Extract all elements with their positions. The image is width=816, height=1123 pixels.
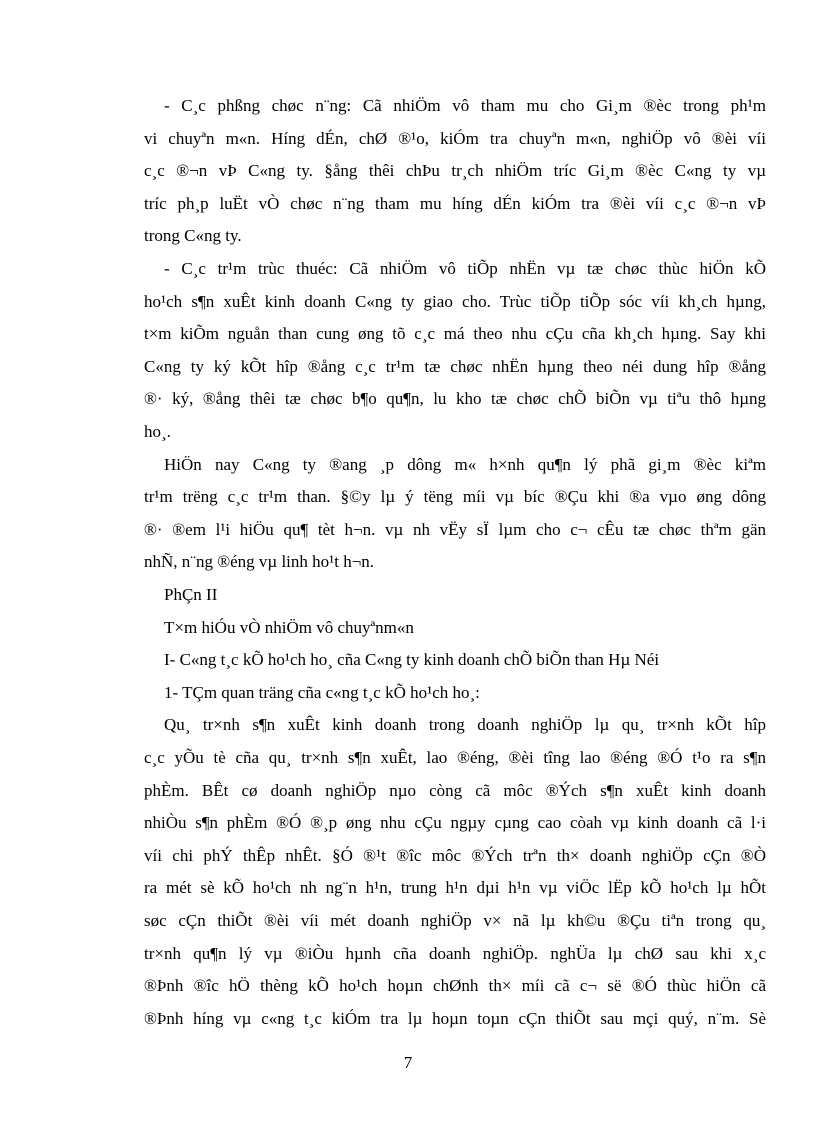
text-line: I- C«ng t¸c kÕ ho¹ch ho¸ cña C«ng ty kinh doanh chÕ biÕn than Hµ Néi (164, 650, 660, 669)
text-line: t×m kiÕm nguån than cung øng tõ c¸c má theo nhu cÇu cña kh¸ch hµng. Say khi (144, 324, 766, 343)
text-line: tríc ph¸p luËt vÒ chøc n¨ng tham mu híng dÉn kiÓm tra ®èi víi c¸c ®¬n vÞ (144, 194, 766, 213)
text-line: tr¹m trëng c¸c tr¹m than. §©y lµ ý tëng míi vµ bíc ®Çu khi ®a vµo øng dông (144, 487, 766, 506)
text-line: c¸c ®¬n vÞ C«ng ty. §ång thêi chÞu tr¸ch nhiÖm tríc Gi¸m ®èc C«ng ty vµ (144, 161, 766, 180)
text-line: c¸c yÕu tè cña qu¸ tr×nh s¶n xuÊt, lao ®éng, ®èi tîng lao ®éng ®Ó t¹o ra s¶n (144, 748, 766, 767)
text-line: Qu¸ tr×nh s¶n xuÊt kinh doanh trong doanh nghiÖp lµ qu¸ tr×nh kÕt hîp (164, 715, 766, 734)
text-line: phÈm. BÊt cø doanh nghiÖp nµo còng cã môc ®Ých s¶n xuÊt kinh doanh (144, 781, 766, 800)
text-line: trong C«ng ty. (144, 226, 242, 245)
text-line: ®· ký, ®ång thêi tæ chøc b¶o qu¶n, lu kho tæ chøc chÕ biÕn vµ tiªu thô hµng (144, 389, 766, 408)
text-line: C«ng ty ký kÕt hîp ®ång c¸c tr¹m tæ chøc nhËn hµng theo néi dung hîp ®ång (144, 357, 766, 376)
text-line: ho¹ch s¶n xuÊt kinh doanh C«ng ty giao cho. Trùc tiÕp tiÕp sóc víi kh¸ch hµng, (144, 292, 766, 311)
text-line: 1- TÇm quan träng cña c«ng t¸c kÕ ho¹ch ho¸: (164, 683, 480, 702)
text-line: nhÑ, n¨ng ®éng vµ linh ho¹t h¬n. (144, 552, 375, 571)
text-line: nhiÒu s¶n phÈm ®Ó ®¸p øng nhu cÇu ngµy cµng cao còah vµ kinh doanh cã l·i (144, 813, 766, 832)
text-line: T×m hiÓu vÒ nhiÖm vô chuyªnm«n (164, 618, 414, 637)
text-line: ®Þnh híng vµ c«ng t¸c kiÓm tra lµ hoµn toµn cÇn thiÕt sau mçi quý, n¨m. Sè (144, 1009, 766, 1028)
text-line: ho¸. (144, 422, 171, 441)
text-line: ra mét sè kÕ ho¹ch nh ng¨n h¹n, trung h¹n dµi h¹n vµ viÖc lËp kÕ ho¹ch lµ hÕt (144, 878, 766, 897)
text-line: PhÇn II (164, 585, 218, 604)
text-line: HiÖn nay C«ng ty ®ang ¸p dông m« h×nh qu¶n lý phã gi¸m ®èc kiªm (164, 455, 766, 474)
text-line: søc cÇn thiÕt ®èi víi mét doanh nghiÖp v× nã lµ kh©u ®Çu tiªn trong qu¸ (144, 911, 766, 930)
text-line: - C¸c tr¹m trùc thuéc: Cã nhiÖm vô tiÕp nhËn vµ tæ chøc thùc hiÖn kÕ (164, 259, 766, 278)
text-line: ®· ®em l¹i hiÖu qu¶ tèt h¬n. vµ nh vËy sÏ lµm cho c¬ cÊu tæ chøc thªm gän (144, 520, 766, 539)
text-line: tr×nh qu¶n lý vµ ®iÒu hµnh cña doanh nghiÖp. nghÜa lµ chØ sau khi x¸c (144, 944, 766, 963)
text-line: - C¸c phßng chøc n¨ng: Cã nhiÖm vô tham mu cho Gi¸m ®èc trong ph¹m (164, 96, 766, 115)
text-line: víi chi phÝ thÊp nhÊt. §Ó ®¹t ®îc môc ®Ých trªn th× doanh nghiÖp cÇn ®Ò (144, 846, 766, 865)
text-line: ®Þnh ®îc hÖ thèng kÕ ho¹ch hoµn chØnh th× míi cã c¬ së ®Ó thùc hiÖn cã (144, 976, 766, 995)
page-number: 7 (403, 1053, 413, 1072)
text-line: vi chuyªn m«n. Híng dÉn, chØ ®¹o, kiÓm tra chuyªn m«n, nghiÖp vô ®èi víi (144, 129, 766, 148)
